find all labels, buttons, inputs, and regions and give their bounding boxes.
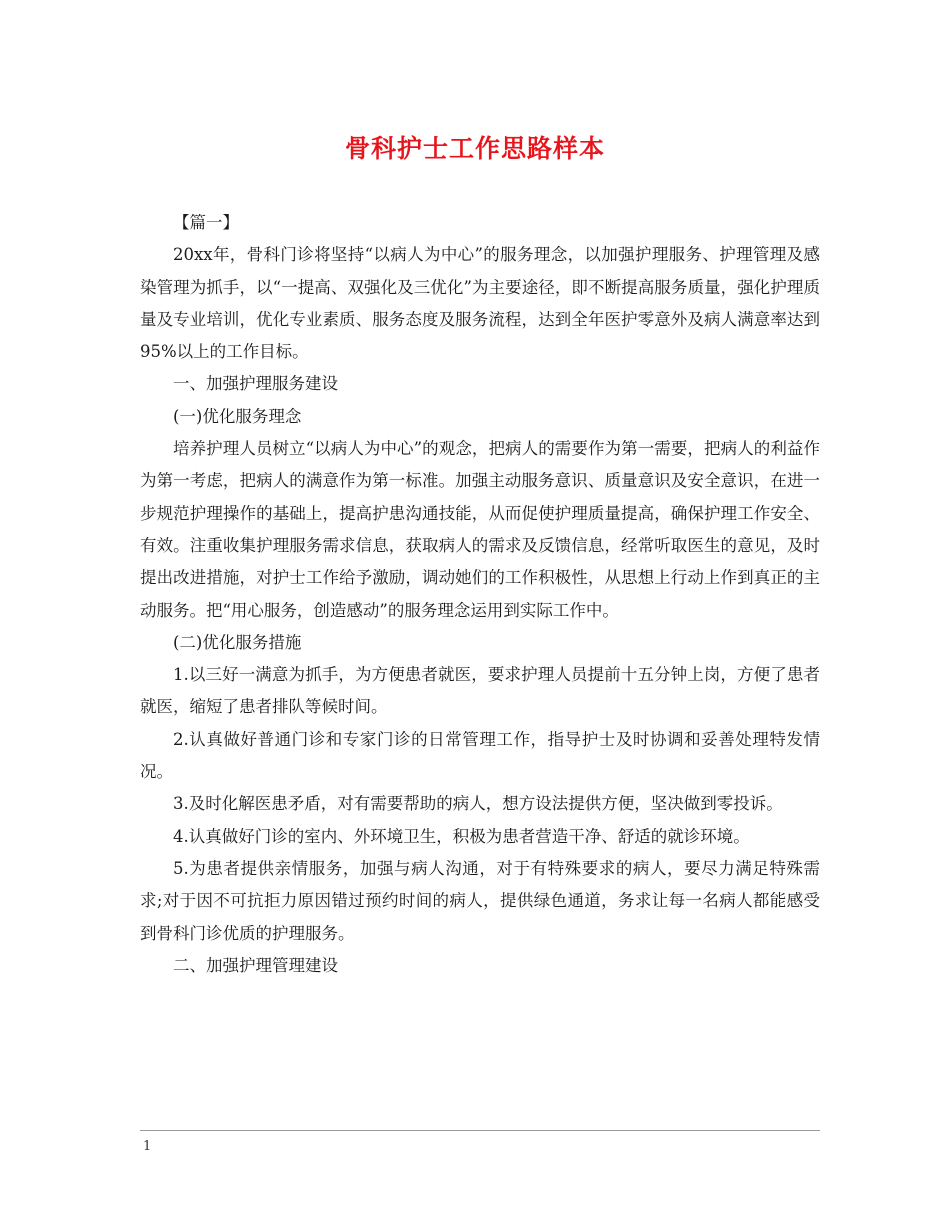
concept-paragraph: 培养护理人员树立“以病人为中心”的观念，把病人的需要作为第一需要，把病人的利益作为第一考虑，把病人的满意作为第一标准。加强主动服务意识、质量意识及安全意识，在进一步规范护理操作的基础上，提高护患沟通技能，从而促使护理质量提高，确保护理工作安全、有效。注重收集护理服务需求信息，获取病人的需求及反馈信息，经常听取医生的意见，及时提出改进措施，对护士工作给予激励，调动她们的工作积极性，从思想上行动上作到真正的主动服务。把“用心服务，创造感动”的服务理念运用到实际工作中。 bbox=[140, 439, 820, 620]
measure-item-3: 3.及时化解医患矛盾，对有需要帮助的病人，想方设法提供方便，坚决做到零投诉。 bbox=[173, 794, 783, 814]
footer-divider bbox=[140, 1130, 820, 1131]
subheading-2: (二)优化服务措施 bbox=[173, 632, 302, 652]
section-label: 【篇一】 bbox=[173, 213, 239, 232]
heading-1: 一、加强护理服务建设 bbox=[173, 374, 338, 394]
document-body bbox=[140, 207, 820, 982]
intro-paragraph: 20xx年，骨科门诊将坚持“以病人为中心”的服务理念，以加强护理服务、护理管理及感染管理为抓手，以“一提高、双强化及三优化”为主要途径，即不断提高服务质量，强化护理质量及专业培训，优化专业素质、服务态度及服务流程，达到全年医护零意外及病人满意率达到95%以上的工作目标。 bbox=[140, 245, 820, 362]
heading-2: 二、加强护理管理建设 bbox=[173, 955, 338, 975]
measure-item-4: 4.认真做好门诊的室内、外环境卫生，积极为患者营造干净、舒适的就诊环境。 bbox=[173, 826, 750, 846]
document-title: 骨科护士工作思路样本 bbox=[344, 134, 605, 163]
subheading-1: (一)优化服务理念 bbox=[173, 406, 302, 426]
measure-item-5: 5.为患者提供亲情服务，加强与病人沟通，对于有特殊要求的病人，要尽力满足特殊需求;对于因不可抗拒力原因错过预约时间的病人，提供绿色通道，务求让每一名病人都能感受到骨科门诊优质的护理服务。 bbox=[140, 858, 820, 943]
measure-item-2: 2.认真做好普通门诊和专家门诊的日常管理工作，指导护士及时协调和妥善处理特发情况。 bbox=[140, 729, 820, 782]
measure-item-1: 1.以三好一满意为抓手，为方便患者就医，要求护理人员提前十五分钟上岗，方便了患者就医，缩短了患者排队等候时间。 bbox=[140, 665, 820, 717]
page-number: 1 bbox=[143, 1139, 152, 1154]
